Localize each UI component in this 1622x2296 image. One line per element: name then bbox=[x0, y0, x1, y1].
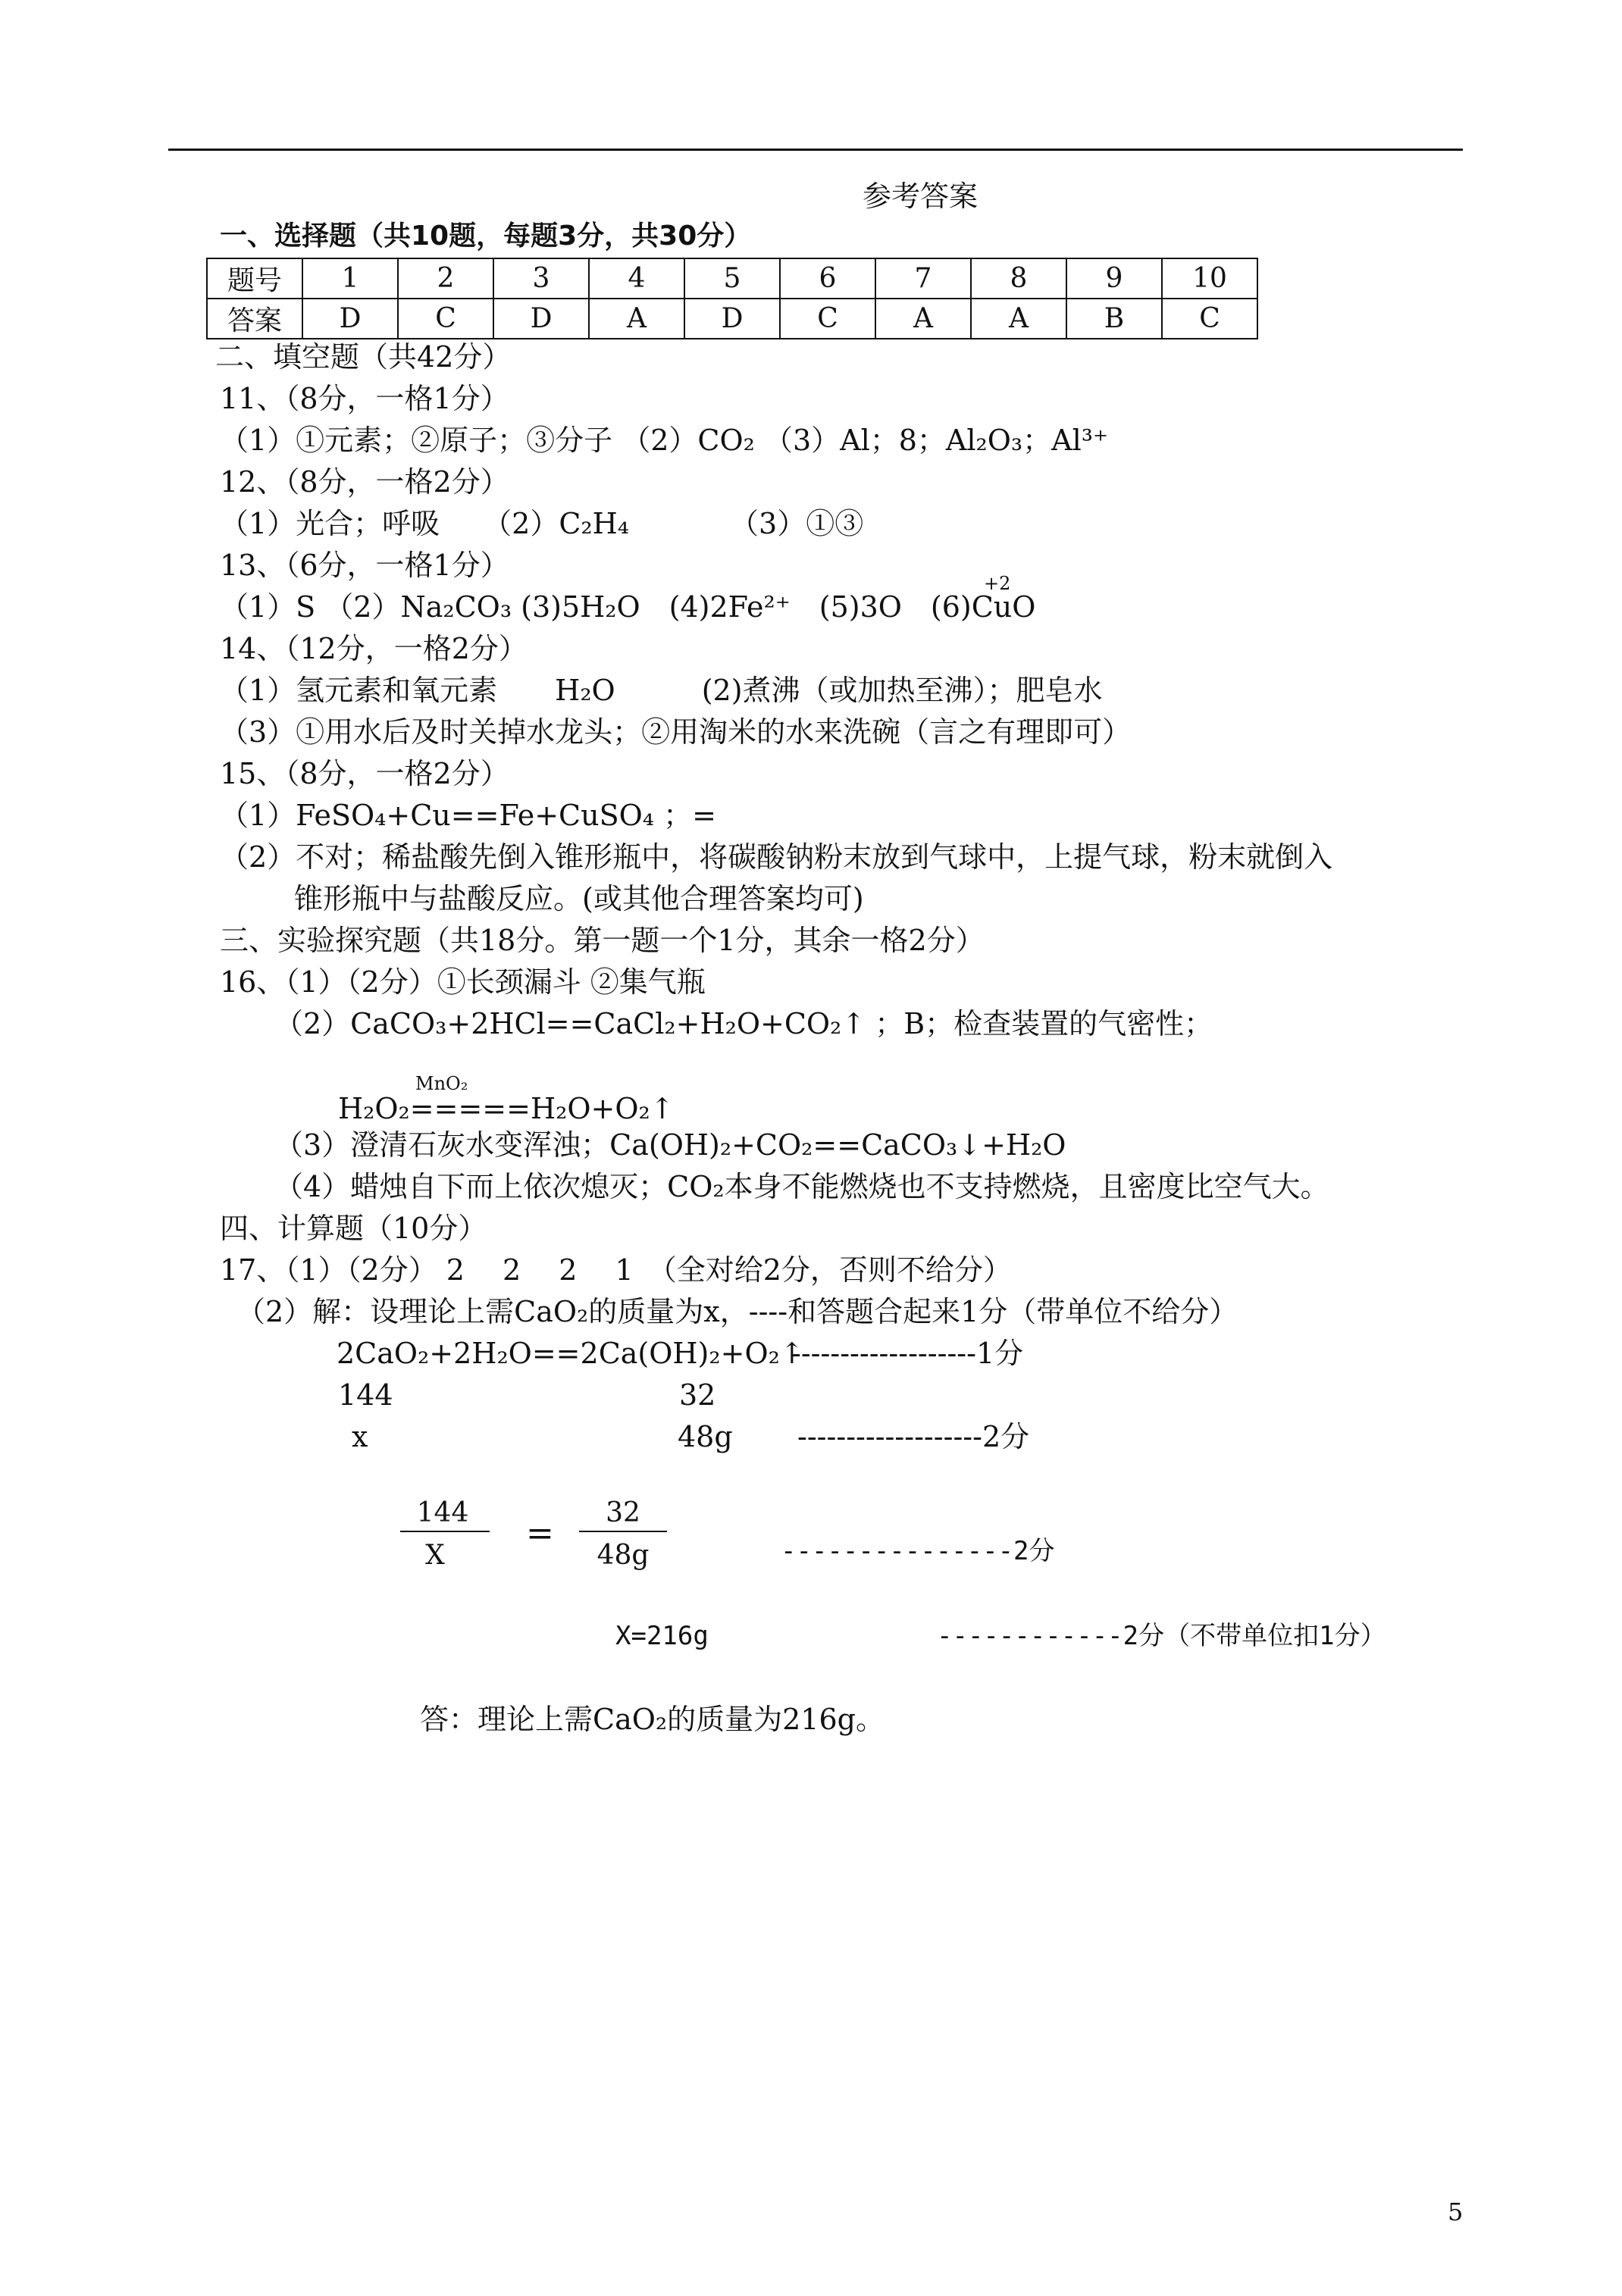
page-title: 参考答案 bbox=[863, 180, 979, 213]
table-cell: C bbox=[398, 299, 493, 339]
table-cell: 5 bbox=[684, 258, 780, 299]
q15-answer-1: （1）FeSO₄+Cu==Fe+CuSO₄ ；= bbox=[220, 799, 716, 832]
q13-valence-mark: +2 bbox=[984, 573, 1011, 594]
q15-answer-2: （2）不对；稀盐酸先倒入锥形瓶中，将碳酸钠粉末放到气球中，上提气球，粉末就倒入 bbox=[220, 840, 1333, 874]
q12-answer: （1）光合；呼吸 （2）C₂H₄ （3）①③ bbox=[220, 507, 864, 540]
table-cell: 3 bbox=[493, 258, 589, 299]
table-cell: 6 bbox=[780, 258, 875, 299]
fraction-2-denominator: 48g bbox=[597, 1540, 650, 1571]
table-header-cell: 题号 bbox=[207, 258, 302, 299]
table-cell: 7 bbox=[875, 258, 971, 299]
q13-answer: （1）S （2）Na₂CO₃ (3)5H₂O (4)2Fe²⁺ (5)3O (6)CuO bbox=[220, 590, 1036, 624]
table-cell: B bbox=[1066, 299, 1162, 339]
table-cell: A bbox=[875, 299, 971, 339]
q11-answer: （1）①元素；②原子；③分子 （2）CO₂ （3）Al；8；Al₂O₃；Al³⁺ bbox=[220, 424, 1109, 457]
table-cell: 1 bbox=[302, 258, 398, 299]
table-header-cell: 答案 bbox=[207, 299, 302, 339]
header-rule bbox=[168, 149, 1463, 151]
table-cell: 9 bbox=[1066, 258, 1162, 299]
answer-table bbox=[206, 258, 1258, 339]
table-cell: 8 bbox=[971, 258, 1066, 299]
q17-unknown-x: x bbox=[352, 1420, 368, 1453]
table-cell: C bbox=[780, 299, 875, 339]
q17-proportion-score: -------------------2分 bbox=[797, 1420, 1030, 1453]
q12-heading: 12、（8分，一格2分） bbox=[220, 465, 509, 499]
fraction-2-bar bbox=[579, 1531, 667, 1532]
q17-solution: （2）解：设理论上需CaO₂的质量为x，----和答题合起来1分（带单位不给分） bbox=[236, 1295, 1238, 1328]
section-1-heading: 一、选择题（共10题，每题3分，共30分） bbox=[220, 221, 752, 252]
q14-answer-1: （1）氢元素和氧元素 H₂O (2)煮沸（或加热至沸）；肥皂水 bbox=[220, 674, 1103, 707]
section-2-heading: 二、填空题（共42分） bbox=[215, 340, 512, 374]
table-cell: 10 bbox=[1162, 258, 1257, 299]
q15-answer-3: 锥形瓶中与盐酸反应。(或其他合理答案均可) bbox=[294, 882, 864, 915]
q17-equation-score: -------------------1分 bbox=[791, 1337, 1024, 1370]
q14-answer-2: （3）①用水后及时关掉水龙头；②用淘米的水来洗碗（言之有理即可） bbox=[220, 715, 1132, 749]
table-cell: D bbox=[684, 299, 780, 339]
equals-sign: = bbox=[526, 1514, 554, 1553]
fraction-1-bar bbox=[400, 1531, 490, 1532]
q16-answer-3: （3）澄清石灰水变浑浊；Ca(OH)₂+CO₂==CaCO₃↓+H₂O bbox=[274, 1128, 1066, 1162]
table-cell: D bbox=[493, 299, 589, 339]
q16-answer-4: （4）蜡烛自下而上依次熄灭；CO₂本身不能燃烧也不支持燃烧，且密度比空气大。 bbox=[274, 1170, 1329, 1203]
fraction-1-denominator: X bbox=[425, 1540, 445, 1571]
table-cell: C bbox=[1162, 299, 1257, 339]
q14-heading: 14、（12分，一格2分） bbox=[220, 632, 528, 665]
table-cell: A bbox=[589, 299, 684, 339]
table-cell: A bbox=[971, 299, 1066, 339]
q17-equation: 2CaO₂+2H₂O==2Ca(OH)₂+O₂↑ bbox=[337, 1337, 804, 1370]
q17-given-48g: 48g bbox=[678, 1420, 733, 1453]
fraction-2-numerator: 32 bbox=[606, 1497, 640, 1528]
q11-heading: 11、（8分，一格1分） bbox=[220, 382, 509, 415]
q17-heading: 17、（1）（2分） 2 2 2 1 （全对给2分，否则不给分） bbox=[220, 1253, 1012, 1287]
q17-mass-32: 32 bbox=[679, 1378, 716, 1412]
table-cell: 2 bbox=[398, 258, 493, 299]
table-cell: 4 bbox=[589, 258, 684, 299]
table-row bbox=[207, 258, 1257, 299]
q13-heading: 13、（6分，一格1分） bbox=[220, 549, 509, 582]
page-number: 5 bbox=[1448, 2197, 1464, 2226]
q15-heading: 15、（8分，一格2分） bbox=[220, 757, 509, 790]
catalyst-label: MnO₂ bbox=[415, 1073, 468, 1094]
fraction-score: ---------------2分 bbox=[781, 1536, 1055, 1566]
table-row bbox=[207, 299, 1257, 339]
q16-heading: 16、（1）（2分）①长颈漏斗 ②集气瓶 bbox=[220, 965, 706, 999]
table-cell: D bbox=[302, 299, 398, 339]
section-3-heading: 三、实验探究题（共18分。第一题一个1分，其余一格2分） bbox=[220, 924, 985, 957]
q16-equation: H₂O₂=====H₂O+O₂↑ bbox=[338, 1092, 675, 1125]
result-line: X=216g bbox=[615, 1621, 709, 1651]
q17-mass-144: 144 bbox=[338, 1378, 393, 1412]
section-4-heading: 四、计算题（10分） bbox=[220, 1212, 487, 1245]
result-score: ------------2分（不带单位扣1分） bbox=[937, 1621, 1386, 1651]
final-answer: 答：理论上需CaO₂的质量为216g。 bbox=[420, 1703, 885, 1736]
fraction-1-numerator: 144 bbox=[416, 1497, 469, 1528]
q16-answer-2: （2）CaCO₃+2HCl==CaCl₂+H₂O+CO₂↑ ；B；检查装置的气密性； bbox=[274, 1007, 1213, 1040]
